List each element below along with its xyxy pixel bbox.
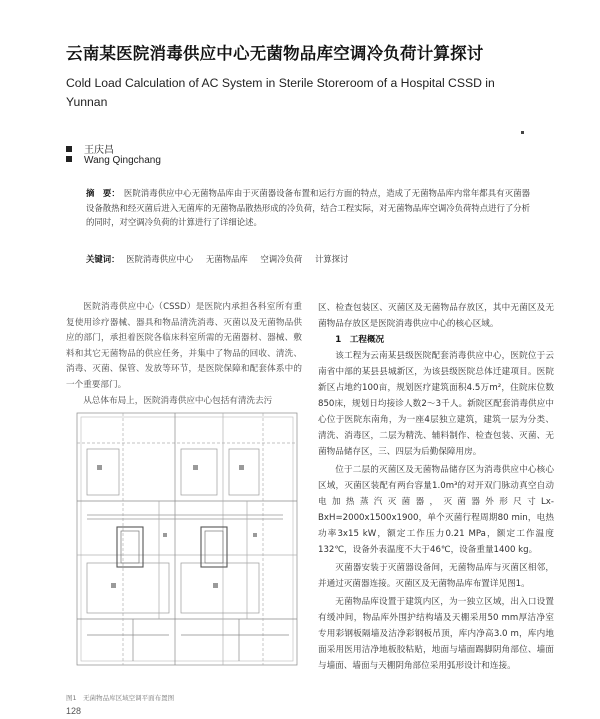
bullet-square-icon: [66, 146, 72, 152]
author-cn-name: 王庆昌: [84, 145, 114, 156]
diffuser: [213, 583, 218, 588]
abstract-label: 摘 要：: [86, 188, 120, 198]
left-paragraph: 医院消毒供应中心（CSSD）是医院内承担各科室所有重复使用诊疗器械、器具和物品清洗消毒、灭菌以及无菌物品供应的部门，承担着医院各临床科室所需的无菌器材、器械、敷料和其它无菌物品的供应任务，并集中了物品的回收、清洗、消毒、灭菌、保管、发放等环节，是医院保障和配套体系中的一个重要部门。: [66, 302, 302, 390]
abstract-text: 医院消毒供应中心无菌物品库由于灭菌器设备布置和运行方面的特点，造成了无菌物品库内常年都具有灭菌器设备散热和经灭菌后进入无菌库的无菌物品散热形成的冷负荷，结合工程实际，对无菌物品库空调冷负荷特点进行了分析的同时，对空调冷负荷的计算进行了详细论述。: [86, 188, 531, 227]
diffuser: [239, 465, 244, 470]
floor-plan-figure: [63, 405, 306, 673]
section-heading: 1 工程概况: [335, 335, 385, 345]
left-paragraph: 从总体布局上，医院消毒供应中心包括有清洗去污: [83, 395, 273, 406]
right-column: [318, 300, 554, 674]
figure-caption: 图1 无菌物品库区域空调平面布置图: [66, 694, 175, 702]
diffuser: [111, 583, 116, 588]
scan-mark: [521, 131, 524, 134]
outer-wall: [77, 413, 297, 665]
sterilizer-unit: [121, 531, 139, 563]
right-paragraph: 位于二层的灭菌区及无菌物品储存区为消毒供应中心核心区域，灭菌区装配有两台容量1.0m³的对开双门脉动真空自动电加热蒸汽灭菌器，灭菌器外形尺寸Lx-BxH=2000x1500x1900，单个灭菌行程周期80 min，电热功率3x15 kW，额定工作压力0.21 MPa，额定工作温度132℃，设备外表温度不大于46℃，设备重量1400 kg。: [318, 465, 554, 555]
room: [181, 449, 217, 495]
bullet-square-icon: [66, 156, 72, 162]
keywords-label: 关键词：: [86, 254, 120, 264]
keyword: 医院消毒供应中心: [126, 254, 194, 264]
diffuser: [193, 465, 198, 470]
right-paragraph: 该工程为云南某县级医院配套消毒供应中心，医院位于云南省中部的某县县城新区，为该县级医院总体迁建项目。医院新区占地约100亩，规划医疗建筑面积4.5万m²，住院床位数850床，规划日均接诊人数2～3千人。新院区配套消毒供应中心位于医院东南角，为一座4层独立建筑，建筑一层为分类、清洗、消毒区，二层为精洗、辅料制作、检查包装、灭菌、无菌物品储存区，三、四层为后勤保障用房。: [318, 351, 554, 457]
sterilizer-unit: [205, 531, 223, 563]
keyword: 无菌物品库: [205, 254, 248, 264]
abstract: [86, 186, 530, 230]
room: [87, 563, 169, 613]
right-paragraph: 灭菌器安装于灭菌器设备间，无菌物品库与灭菌区相邻，并通过灭菌器连接。灭菌区及无菌物品库布置详见图1。: [318, 563, 554, 589]
keyword: 空调冷负荷: [260, 254, 303, 264]
author-en-name: Wang Qingchang: [84, 155, 161, 166]
inner-wall: [81, 417, 293, 661]
author-en: [66, 155, 161, 166]
author-cn: [66, 141, 114, 156]
diffuser: [97, 465, 102, 470]
paper-title-cn: 云南某医院消毒供应中心无菌物品库空调冷负荷计算探讨: [66, 44, 484, 63]
page-number: 128: [66, 706, 82, 716]
diffuser: [253, 533, 257, 537]
paper-title-en: Cold Load Calculation of AC System in Sterile Storeroom of a Hospital CSSD in Yunnan: [66, 76, 495, 109]
keywords: [86, 253, 530, 265]
room: [87, 449, 119, 495]
keyword: 计算探讨: [314, 254, 349, 264]
room: [229, 449, 259, 495]
right-paragraph: 无菌物品库设置于建筑内区，为一独立区域，出入口设置有缓冲间，物品库外围护结构墙及天棚采用50 mm厚洁净室专用彩钢板隔墙及洁净彩钢板吊顶，库内净高3.0 m，库内地面采用医用洁净地板胶粘贴，地面与墙面踢脚阴角部位、墙面与墙面、墙面与天棚阴角部位采用弧形设计和连接。: [318, 597, 554, 671]
left-column: [66, 300, 302, 409]
diffuser: [163, 533, 167, 537]
right-paragraph: 区、检查包装区、灭菌区及无菌物品存放区，其中无菌区及无菌物品存放区是医院消毒供应中心的核心区域。: [318, 303, 554, 329]
